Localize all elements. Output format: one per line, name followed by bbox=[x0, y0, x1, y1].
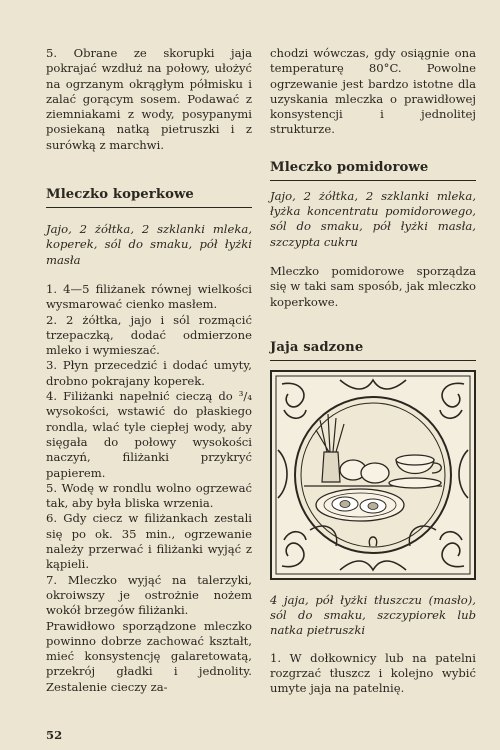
step-item: 3. Płyn przecedzić i dodać umyty, drobno pokrajany koperek. bbox=[46, 358, 252, 388]
right-column bbox=[270, 46, 476, 697]
intro-paragraph: 5. Obrane ze skorupki jaja pokrajać wzdłuż na połowy, ułożyć na ogrzanym okrągłym półmisku i zalać gorącym sosem. Podawać z ziemniakami z wody, posypanymi posiekaną natką pietruszki i z surówką z marchwi. bbox=[46, 46, 252, 152]
ingredients-pomidorowe: Jajo, 2 żółtka, 2 szklanki mleka, łyżka koncentratu pomidorowego, sól do smaku, pół łyżki masła, szczypta cukru bbox=[270, 188, 476, 249]
fried-eggs-illustration bbox=[270, 370, 476, 580]
section-title-mleczko-koperkowe: Mleczko koperkowe bbox=[46, 187, 252, 208]
text-pomidorowe: Mleczko pomidorowe sporządza się w taki sam sposób, jak mleczko koperkowe. bbox=[270, 263, 476, 309]
continuation-paragraph: chodzi wówczas, gdy osiągnie ona temperaturę 80°C. Powolne ogrzewanie jest bardzo istotne dla uzyskania mleczka o prawidłowej konsystencji i jednolitej strukturze. bbox=[270, 46, 476, 137]
steps-list bbox=[46, 282, 252, 695]
step-item: 7. Mleczko wyjąć na talerzyki, okroiwszy je ostrożnie nożem wokół brzegów filiżanki. bbox=[46, 572, 252, 618]
page-number: 52 bbox=[46, 728, 63, 742]
step-item: 6. Gdy ciecz w filiżankach zestali się po ok. 35 min., ogrzewanie należy przerwać i filiżanki wyjąć z kąpieli. bbox=[46, 511, 252, 572]
step-jaja-sadzone: 1. W dołkownicy lub na patelni rozgrzać tłuszcz i kolejno wybić umyte jaja na patelnię. bbox=[270, 650, 476, 696]
section-title-mleczko-pomidorowe: Mleczko pomidorowe bbox=[270, 160, 476, 181]
step-item: 2. 2 żółtka, jajo i sól rozmącić trzepaczką, dodać odmierzone mleko i wymieszać. bbox=[46, 312, 252, 358]
step-item: 5. Wodę w rondlu wolno ogrzewać tak, aby była bliska wrzenia. bbox=[46, 480, 252, 511]
ingredients-koperkowe: Jajo, 2 żółtka, 2 szklanki mleka, koperek, sól do smaku, pół łyżki masła bbox=[46, 222, 252, 267]
step-item: 1. 4—5 filiżanek równej wielkości wysmarować cienko masłem. bbox=[46, 281, 252, 312]
section-title-jaja-sadzone: Jaja sadzone bbox=[270, 340, 476, 361]
left-column bbox=[46, 46, 252, 695]
ingredients-jaja-sadzone: 4 jaja, pół łyżki tłuszczu (masło), sól do smaku, szczypiorek lub natka pietruszki bbox=[270, 592, 476, 638]
step-item: Prawidłowo sporządzone mleczko powinno dobrze zachować kształt, mieć konsystencję galaretowatą, przekrój gładki i jednolity. Zestalenie cieczy za- bbox=[46, 618, 252, 694]
step-item: 4. Filiżanki napełnić cieczą do ³/₄ wysokości, wstawić do płaskiego rondla, wlać tyle ciepłej wody, aby sięgała do połowy wysokości naczyń, filiżanki przykryć papierem. bbox=[46, 389, 252, 480]
